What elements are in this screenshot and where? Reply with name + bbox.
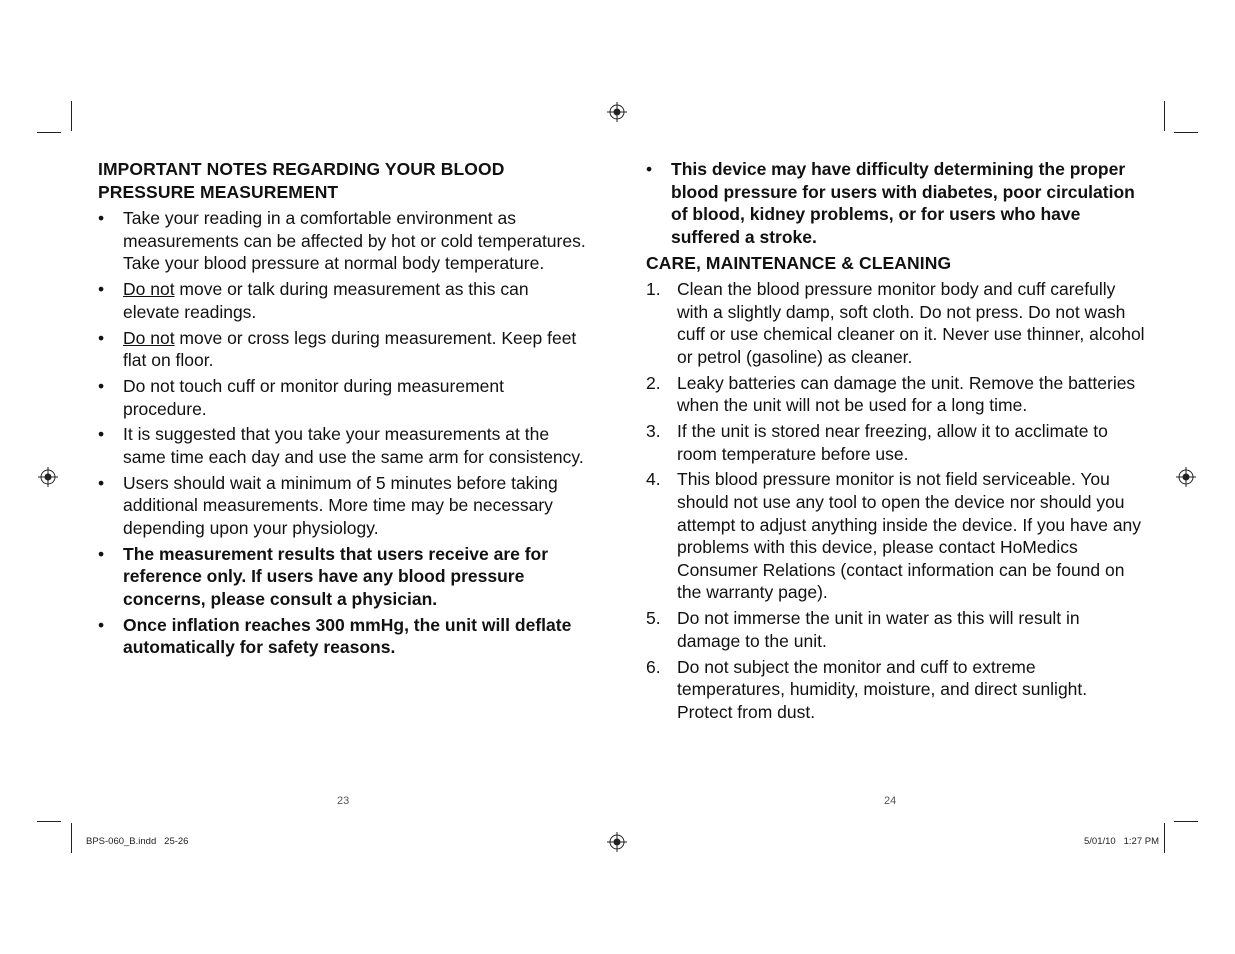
list-item-text: It is suggested that you take your measurements at the same time each day and use the same arm for consistency. — [123, 424, 584, 467]
bullet-icon: • — [98, 327, 105, 348]
list-item-text: Clean the blood pressure monitor body and cuff carefully with a slightly damp, soft cloth. Do not press. Do not wash cuff or use chemical cleaner on it. Never use thinner, alcohol or petrol (gasoline) as cleaner. — [677, 279, 1145, 367]
list-item-text: The measurement results that users receive are for reference only. If users have any blood pressure concerns, please consult a physician. — [123, 543, 549, 609]
list-item-text: This blood pressure monitor is not field serviceable. You should not use any tool to open the device nor should you attempt to adjust anything inside the device. If you have any problems with this device, please contact HoMedics Consumer Relations (contact information can be found on the warranty page). — [677, 469, 1142, 603]
list-item — [646, 468, 1146, 604]
list-item — [98, 207, 588, 275]
list-item — [646, 607, 1146, 652]
registration-mark-icon — [607, 102, 627, 122]
crop-mark — [1174, 132, 1198, 133]
list-item — [98, 278, 588, 323]
bullet-icon: • — [98, 472, 105, 493]
file-slug: BPS-060_B.indd 25-26 — [86, 836, 189, 847]
crop-mark — [1174, 821, 1198, 822]
list-item — [98, 327, 588, 372]
list-item-text: If the unit is stored near freezing, allow it to acclimate to room temperature before use. — [677, 421, 1108, 464]
list-item — [646, 656, 1146, 724]
crop-mark — [71, 823, 72, 853]
page-number-right: 24 — [884, 795, 897, 807]
page-number-left: 23 — [337, 795, 350, 807]
bullet-icon: • — [98, 375, 105, 396]
section-heading: CARE, MAINTENANCE & CLEANING — [646, 252, 952, 273]
list-item-text: Once inflation reaches 300 mmHg, the unit will deflate automatically for safety reasons. — [123, 614, 572, 658]
list-item — [98, 543, 588, 611]
list-item — [98, 375, 588, 420]
list-item-text: Take your reading in a comfortable environment as measurements can be affected by hot or cold temperatures. Take your blood pressure at normal body temperature. — [123, 208, 586, 274]
item-number: 4. — [646, 469, 661, 490]
registration-mark-icon — [38, 467, 58, 487]
warning-list — [646, 158, 1146, 248]
list-item — [646, 278, 1146, 368]
list-item-text: Do not immerse the unit in water as this will result in damage to the unit. — [677, 608, 1080, 651]
list-item — [98, 614, 588, 659]
list-item — [646, 420, 1146, 465]
left-page-column — [98, 158, 588, 662]
item-number: 3. — [646, 421, 661, 442]
list-item — [98, 472, 588, 540]
item-number: 6. — [646, 656, 661, 677]
underlined-text: Do not — [123, 327, 175, 348]
crop-mark — [37, 821, 61, 822]
registration-mark-icon — [607, 832, 627, 852]
heading-line: IMPORTANT NOTES REGARDING YOUR BLOOD — [98, 159, 505, 179]
bullet-icon: • — [98, 543, 105, 564]
crop-mark — [37, 132, 61, 133]
heading-line: PRESSURE MEASUREMENT — [98, 181, 339, 202]
list-item-text: Leaky batteries can damage the unit. Remove the batteries when the unit will not be used for a long time. — [677, 372, 1136, 416]
bullet-icon: • — [98, 279, 105, 300]
section-heading — [98, 158, 588, 203]
crop-mark — [1164, 823, 1165, 853]
date-slug: 5/01/10 1:27 PM — [1084, 836, 1159, 847]
bullet-icon: • — [646, 159, 653, 179]
care-list — [646, 278, 1146, 723]
list-item-text: Do not touch cuff or monitor during measurement procedure. — [123, 375, 504, 419]
bullet-icon: • — [98, 424, 105, 445]
list-item — [98, 423, 588, 468]
registration-mark-icon — [1176, 467, 1196, 487]
bullet-icon: • — [98, 208, 105, 229]
crop-mark — [71, 101, 72, 131]
bullet-icon: • — [98, 614, 105, 635]
list-item-text: This device may have difficulty determining the proper blood pressure for users with diabetes, poor circulation of blood, kidney problems, or for users who have suffered a stroke. — [671, 159, 1135, 247]
list-item — [646, 372, 1146, 417]
list-item-text: Do not subject the monitor and cuff to extreme temperatures, humidity, moisture, and direct sunlight. Protect from dust. — [677, 656, 1088, 722]
list-item-text: move or talk during measurement as this can elevate readings. — [123, 279, 529, 322]
crop-mark — [1164, 101, 1165, 131]
item-number: 2. — [646, 372, 661, 393]
underlined-text: Do not — [123, 279, 175, 300]
right-page-column — [646, 158, 1146, 727]
item-number: 5. — [646, 608, 661, 629]
notes-list — [98, 207, 588, 659]
item-number: 1. — [646, 279, 661, 300]
list-item-text: Users should wait a minimum of 5 minutes before taking additional measurements. More time may be necessary depending upon your physiology. — [123, 472, 558, 538]
list-item-text: move or cross legs during measurement. Keep feet flat on floor. — [123, 327, 577, 371]
list-item — [646, 158, 1146, 248]
